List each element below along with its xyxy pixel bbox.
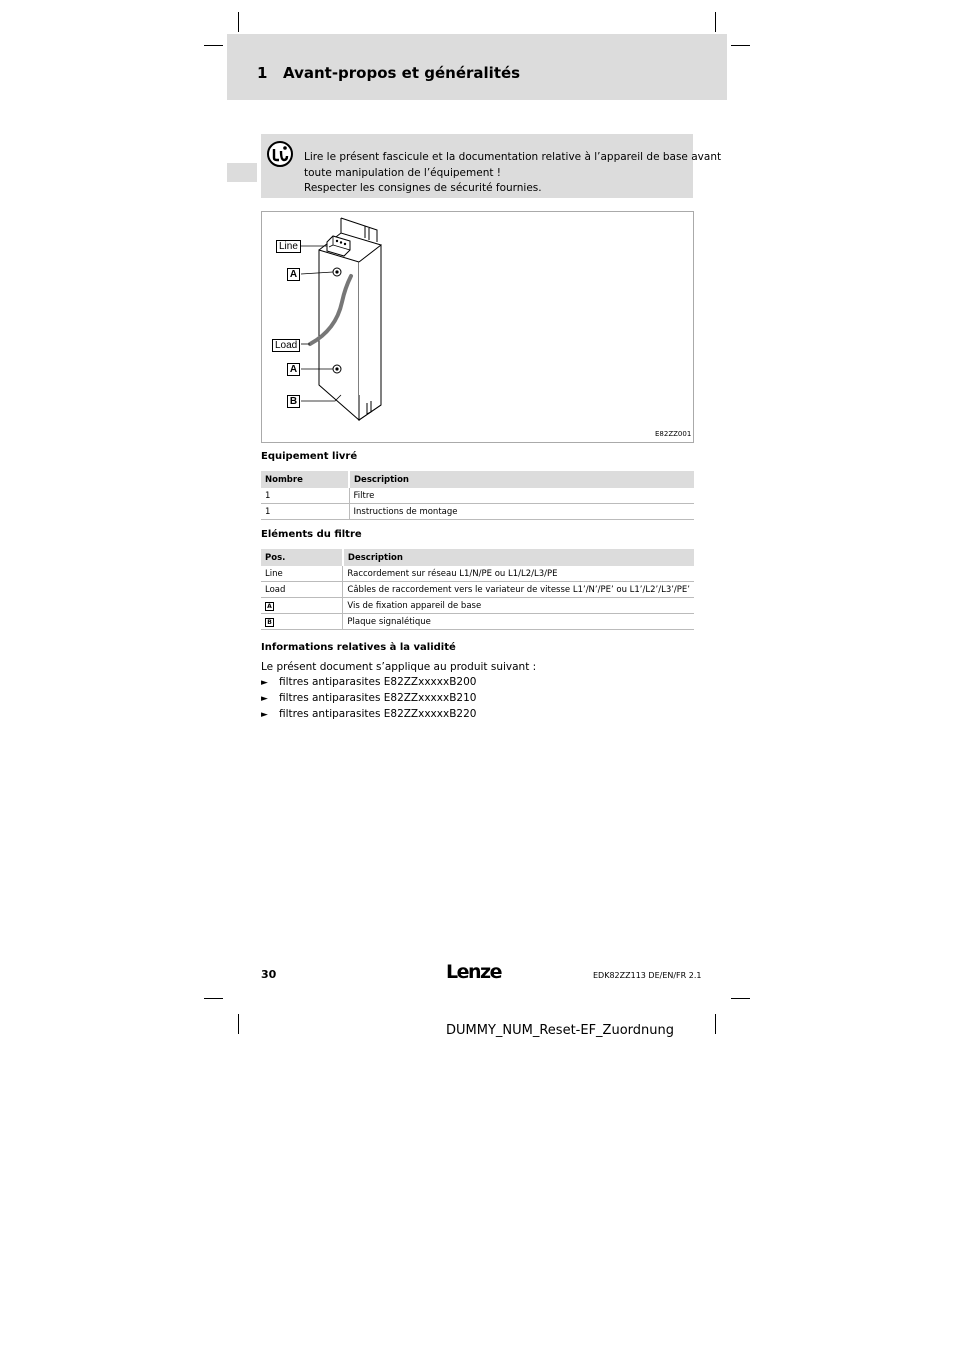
table-cell: Instructions de montage [349, 504, 694, 520]
scope-heading: Equipement livré [261, 451, 358, 462]
table-cell [261, 598, 343, 614]
lenze-logo: Lenze [446, 961, 501, 983]
table-cell: Plaque signalétique [343, 614, 694, 630]
validity-intro: Le présent document s’applique au produit suivant : [261, 661, 537, 673]
table-row [261, 614, 694, 630]
filter-elements-heading: Eléments du filtre [261, 529, 362, 540]
table-row [261, 582, 694, 598]
column-header: Pos. [261, 549, 343, 566]
chapter-title: Avant-propos et généralités [283, 64, 521, 82]
read-manual-icon [266, 140, 294, 172]
position-a-badge: A [265, 602, 274, 611]
crop-mark [238, 1014, 239, 1034]
document-code: EDK82ZZ113 DE/EN/FR 2.1 [593, 971, 702, 980]
note-line: Respecter les consignes de sécurité fournies. [304, 182, 542, 194]
table-row [261, 598, 694, 614]
validity-section [261, 660, 536, 723]
list-item [261, 691, 536, 707]
position-b-badge: B [265, 618, 274, 627]
note-text [304, 150, 722, 197]
table-cell: Câbles de raccordement vers le variateur de vitesse L1’/N’/PE’ ou L1’/L2’/L3’/PE’ [343, 582, 694, 598]
table-cell: 1 [261, 504, 349, 520]
list-item-text: filtres antiparasites E82ZZxxxxxB220 [279, 708, 477, 720]
column-header: Description [343, 549, 694, 566]
bullet-icon: ► [261, 694, 268, 704]
table-row [261, 566, 694, 582]
table-row [261, 504, 694, 520]
scope-table [261, 471, 694, 520]
crop-mark [715, 12, 716, 32]
note-line: toute manipulation de l’équipement ! [304, 166, 502, 179]
crop-mark [204, 45, 223, 46]
column-header: Nombre [261, 471, 349, 488]
bullet-icon: ► [261, 710, 268, 720]
table-cell: Raccordement sur réseau L1/N/PE ou L1/L2/L3/PE [343, 566, 694, 582]
figure-label-load: Load [272, 339, 300, 352]
validity-heading: Informations relatives à la validité [261, 642, 456, 653]
figure-label-line: Line [276, 240, 301, 253]
bullet-icon: ► [261, 678, 268, 688]
table-cell: Line [261, 566, 343, 582]
chapter-number: 1 [257, 64, 268, 82]
crop-mark [204, 998, 223, 999]
crop-mark [731, 998, 750, 999]
side-tab [227, 163, 257, 182]
table-cell: Load [261, 582, 343, 598]
table-cell: Filtre [349, 488, 694, 504]
note-line: Lire le présent fascicule et la documentation relative à l’appareil de base avant [304, 151, 722, 163]
table-row [261, 488, 694, 504]
figure-label-b: B [287, 395, 300, 408]
crop-mark [238, 12, 239, 32]
page-number: 30 [261, 968, 277, 981]
figure-code: E82ZZ001 [655, 430, 692, 438]
table-cell: Vis de fixation appareil de base [343, 598, 694, 614]
table-header-row [261, 549, 694, 566]
list-item [261, 675, 536, 691]
chapter-heading [257, 64, 520, 82]
list-item [261, 707, 536, 723]
crop-mark [715, 1014, 716, 1034]
dummy-text: DUMMY_NUM_Reset-EF_Zuordnung [446, 1023, 674, 1038]
figure-label-a-bottom: A [287, 363, 300, 376]
list-item-text: filtres antiparasites E82ZZxxxxxB210 [279, 692, 477, 704]
figure-label-a-top: A [287, 268, 300, 281]
table-cell [261, 614, 343, 630]
filter-elements-table [261, 549, 694, 630]
column-header: Description [349, 471, 694, 488]
table-header-row [261, 471, 694, 488]
crop-mark [731, 45, 750, 46]
table-cell: 1 [261, 488, 349, 504]
filter-drawing [262, 212, 692, 444]
list-item-text: filtres antiparasites E82ZZxxxxxB200 [279, 676, 477, 688]
